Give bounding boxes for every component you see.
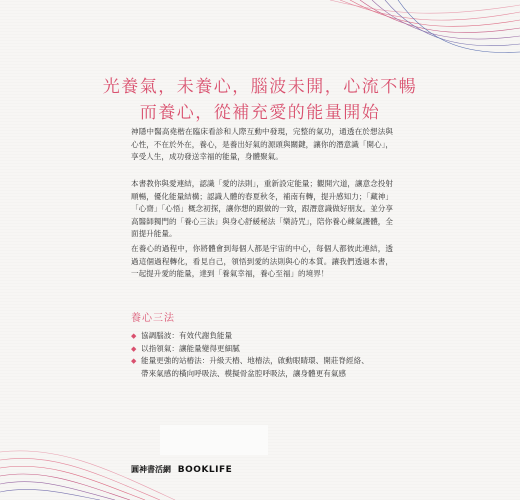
publisher-name-zh: 圓神書活網 xyxy=(131,465,171,474)
method-list xyxy=(131,330,401,380)
paragraph-3: 在養心的過程中，你將體會到每個人都是宇宙的中心，每個人都彼此連結，透過這個過程轉化，看見自己，領悟到愛的法則與心的本質。讓我們透過本書，一起提升愛的能量，達到「養氣幸福，養心至福」的境界！ xyxy=(131,244,393,278)
headline-line-2: 而養心，從補充愛的能量開始 xyxy=(139,103,381,123)
list-item-text: 能量更強的站樁法：升級天樁、地樁法，啟動眼睛環、開莊脊經絡、 xyxy=(141,356,369,365)
paragraph-2: 本書教你與愛連結，認識「愛的法則」，重新設定能量；觀開穴道，讓意念投射順暢，優化能量結構；認識人體的春夏秋冬，補南有轉，提升感知力；「藏神」「心齋」「心悟」概念初探，讓你想的跟做的一致，跟潛意識做好朋友。並分享高醫師獨門的「養心三法」與身心舒緩秘法「樂詩咒」，陪你養心練氣護體，全面提升能量。 xyxy=(131,179,393,238)
list-item xyxy=(131,343,401,356)
list-item-text: 協調腦波：有效代謝負能量 xyxy=(141,331,233,340)
diamond-bullet-icon: ◆ xyxy=(131,344,137,353)
list-item-text: 帶來氣感的橫向呼吸法、模擬骨盆腔呼吸法，讓身體更有氣感 xyxy=(141,368,347,378)
list-item-text: 以指領氣：讓能量變得更細膩 xyxy=(141,343,240,353)
barcode-placeholder xyxy=(160,425,268,455)
diamond-bullet-icon: ◆ xyxy=(131,357,137,365)
diamond-bullet-icon: ◆ xyxy=(131,332,137,340)
paragraph-1: 神隱中醫高堯楷在臨床看診和人際互動中發現，完整的氣功，通透在於想法與心性，不在於外在，養心，是養出好氣的源頭與關鍵，讓你的潛意識「開心」，享受人生，成功發送幸福的能量，身體聚氣。 xyxy=(131,127,393,161)
publisher-name-en: BOOKLIFE xyxy=(177,465,233,475)
publisher-logo xyxy=(131,464,232,475)
list-item xyxy=(131,355,401,368)
list-item xyxy=(131,330,401,343)
section-title: 養心三法 xyxy=(131,313,175,324)
list-item-continuation xyxy=(131,368,401,381)
headline-line-1: 光養氣，未養心，腦波未開，心流不暢 xyxy=(102,77,418,97)
